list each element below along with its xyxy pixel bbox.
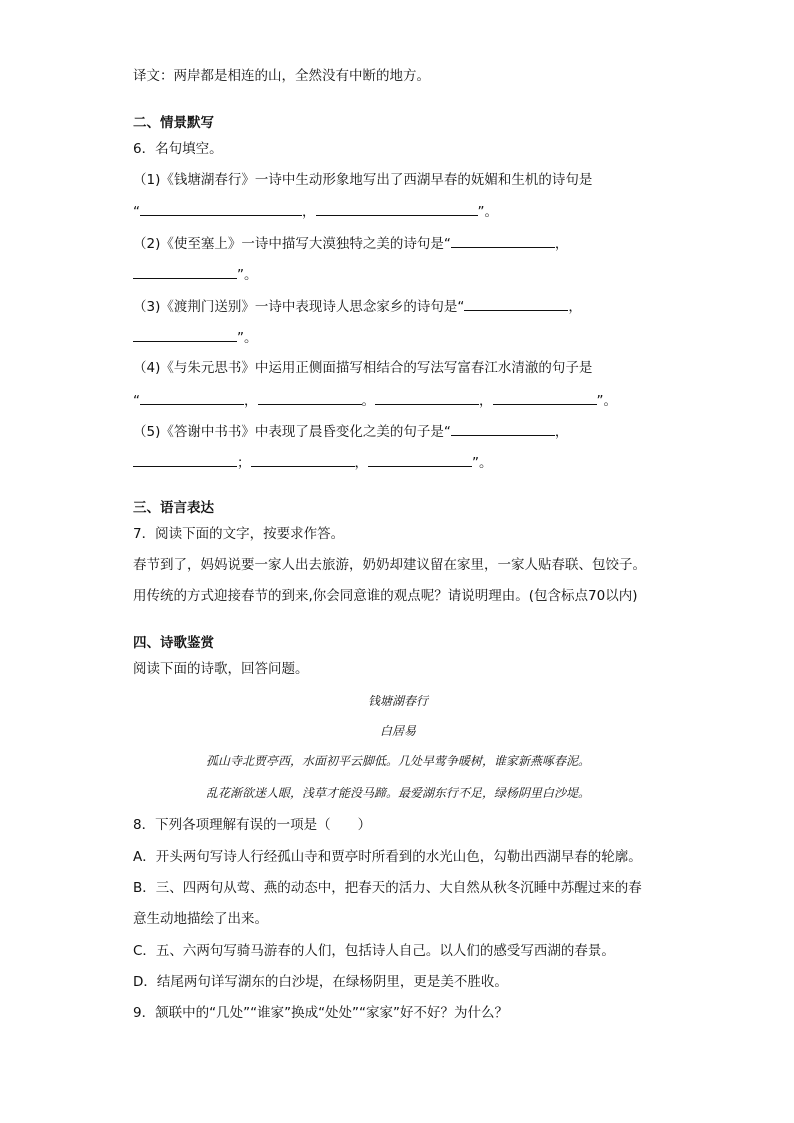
question-7-title: 7．阅读下面的文字，按要求作答。 (133, 526, 345, 542)
question-8-option-a[interactable]: A．开头两句写诗人行经孤山寺和贾亭时所看到的水光山色，勾勒出西湖早春的轮廓。 (133, 849, 642, 865)
question-6-2 (133, 233, 568, 254)
question-6-1-blanks (133, 201, 498, 222)
answer-blank[interactable] (251, 452, 355, 467)
poem-line-2: 乱花渐欲迷人眼，浅草才能没马蹄。最爱湖东行不足，绿杨阴里白沙堤。 (205, 786, 590, 800)
answer-blank[interactable] (451, 233, 555, 248)
answer-blank[interactable] (133, 327, 237, 342)
question-8-option-c[interactable]: C．五、六两句写骑马游春的人们，包括诗人自己。以人们的感受写西湖的春景。 (133, 943, 615, 959)
answer-blank[interactable] (140, 201, 302, 216)
question-8-option-b[interactable]: B．三、四两句从莺、燕的动态中，把春天的活力、大自然从秋冬沉睡中苏醒过来的春 (133, 880, 642, 896)
question-6-4-blanks (133, 390, 617, 411)
translation-line: 译文：两岸都是相连的山，全然没有中断的地方。 (133, 68, 430, 84)
answer-blank[interactable] (375, 390, 479, 405)
answer-blank[interactable] (316, 201, 478, 216)
question-6-5-text: （5)《答谢中书书》中表现了晨昏变化之美的句子是“ (133, 424, 451, 440)
comma: ， (244, 393, 258, 409)
answer-blank[interactable] (368, 452, 472, 467)
question-6-5-continued (133, 452, 493, 473)
comma: ， (554, 424, 569, 440)
answer-blank[interactable] (140, 390, 244, 405)
question-6-1-text: （1)《钱塘湖春行》一诗中生动形象地写出了西湖早春的妩媚和生机的诗句是 (133, 172, 593, 188)
question-6-title: 6．名句填空。 (133, 141, 223, 157)
close-quote: ”。 (237, 267, 258, 283)
question-7-passage-line2: 用传统的方式迎接春节的到来,你会同意谁的观点呢？请说明理由。(包含标点70以内) (133, 588, 638, 604)
question-9-title: 9．颔联中的“几处”“谁家”换成“处处”“家家”好不好？为什么？ (133, 1005, 509, 1021)
answer-blank[interactable] (493, 390, 597, 405)
question-8-title: 8．下列各项理解有误的一项是（ ） (133, 817, 372, 833)
poetry-intro: 阅读下面的诗歌，回答问题。 (133, 661, 309, 677)
question-8-option-b-continued: 意生动地描绘了出来。 (133, 911, 268, 927)
answer-blank[interactable] (133, 452, 237, 467)
question-6-2-text: （2)《使至塞上》一诗中描写大漠独特之美的诗句是“ (133, 236, 451, 252)
close-quote: ”。 (237, 330, 258, 346)
comma: ， (354, 455, 368, 471)
section-heading-poetry: 四、诗歌鉴赏 (133, 635, 214, 651)
close-quote: ”。 (477, 204, 498, 220)
answer-blank[interactable] (464, 296, 568, 311)
comma: ， (302, 204, 316, 220)
question-6-4-text: （4)《与朱元思书》中运用正侧面描写相结合的写法写富春江水清澈的句子是 (133, 360, 593, 376)
answer-blank[interactable] (258, 390, 362, 405)
poem-author: 白居易 (379, 724, 416, 738)
question-8-option-d[interactable]: D．结尾两句详写湖东的白沙堤，在绿杨阴里，更是美不胜收。 (133, 974, 508, 990)
question-6-3-continued (133, 327, 258, 348)
open-quote: “ (133, 204, 140, 220)
comma: ， (479, 393, 493, 409)
semicolon: ； (237, 455, 251, 471)
period: 。 (361, 393, 375, 409)
close-quote: ”。 (472, 455, 493, 471)
question-6-3 (133, 296, 582, 317)
section-heading-recitation: 二、情景默写 (133, 115, 214, 131)
comma: ， (554, 236, 569, 252)
poem-title: 钱塘湖春行 (367, 694, 428, 708)
question-6-5 (133, 421, 568, 442)
section-heading-language: 三、语言表达 (133, 500, 214, 516)
question-7-passage-line1: 春节到了，妈妈说要一家人出去旅游，奶奶却建议留在家里，一家人贴春联、包饺子。 (133, 557, 646, 573)
answer-blank[interactable] (133, 264, 237, 279)
answer-blank[interactable] (451, 421, 555, 436)
open-quote: “ (133, 393, 140, 409)
comma: ， (568, 299, 582, 315)
question-6-3-text: （3)《渡荆门送别》一诗中表现诗人思念家乡的诗句是“ (133, 299, 465, 315)
question-6-2-continued (133, 264, 258, 285)
close-quote: ”。 (596, 393, 617, 409)
poem-line-1: 孤山寺北贾亭西，水面初平云脚低。几处早莺争暖树，谁家新燕啄春泥。 (205, 754, 590, 768)
